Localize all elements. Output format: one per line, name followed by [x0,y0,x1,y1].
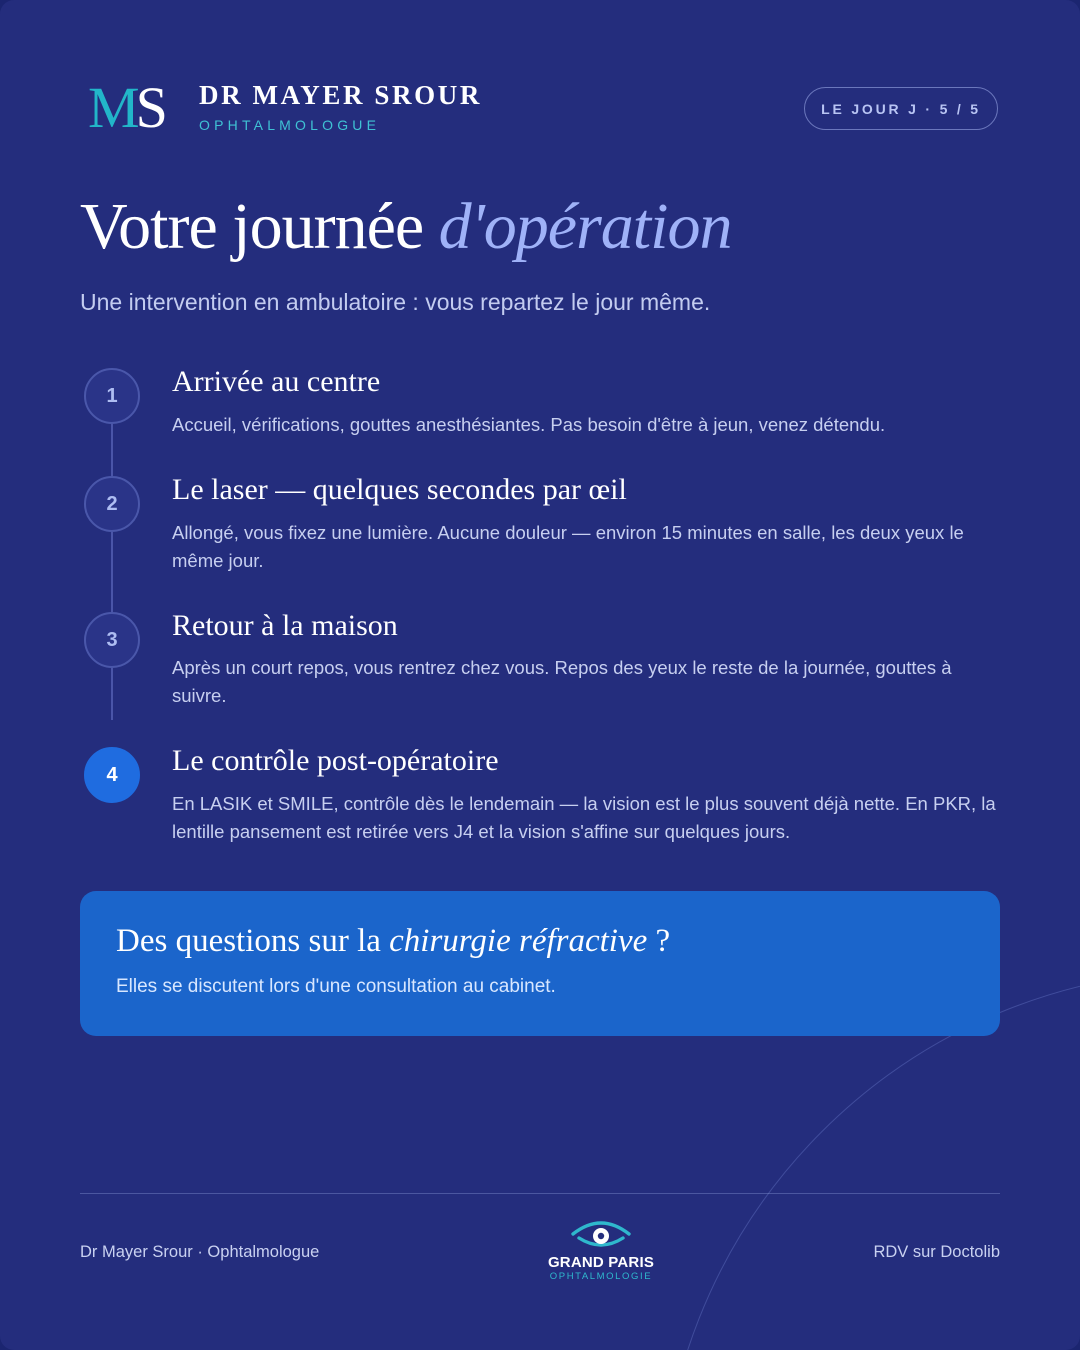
step-number: 2 [84,476,140,532]
title-main: Votre journée [80,190,439,263]
cta-title-main: Des questions sur la [116,923,390,959]
partner-subtitle: OPHTALMOLOGIE [549,1271,653,1282]
cta-text: Elles se discutent lors d'une consultation au cabinet. [116,976,556,997]
step-title: Arrivée au centre [172,365,381,398]
step-title: Le laser — quelques secondes par œil [172,473,627,506]
page-title [80,188,731,266]
step-description: Accueil, vérifications, gouttes anesthésiantes. Pas besoin d'être à jeun, venez détendu. [172,414,886,435]
title-accent: d'opération [438,190,732,263]
step-badge: LE JOUR J · 5 / 5 [804,87,998,130]
step-number-active: 4 [84,747,140,803]
cta-title-end: ? [647,923,671,959]
logo-monogram [88,75,164,140]
step-description: Après un court repos, vous rentrez chez vous. Repos des yeux le reste de la journée, gouttes à suivre. [172,657,952,706]
footer-divider [80,1193,1000,1194]
step-title: Le contrôle post-opératoire [172,744,499,777]
brand-name: DR MAYER SROUR [199,80,482,110]
timeline-connector [111,668,113,720]
logo-letter-m: M [88,75,136,140]
partner-name: GRAND PARIS [547,1254,655,1271]
cta-title-accent: chirurgie réfractive [389,923,648,959]
logo-letter-s: S [135,75,164,140]
footer-booking-note: RDV sur Doctolib [873,1243,1000,1261]
step-title: Retour à la maison [172,609,398,642]
brand-subtitle: OPHTALMOLOGUE [199,117,381,133]
step-number: 1 [84,368,140,424]
timeline-connector [111,424,113,476]
page-subtitle: Une intervention en ambulatoire : vous repartez le jour même. [80,289,711,315]
step-description: En LASIK et SMILE, contrôle dès le lendemain — la vision est le plus souvent déjà nette. En PKR, la lentille pansement est retirée vers J4 et la vision s'affine sur quelques jours. [172,793,996,842]
cta-box [80,891,1000,1036]
cta-title [116,921,670,961]
step-description: Allongé, vous fixez une lumière. Aucune douleur — environ 15 minutes en salle, les deux yeux le même jour. [172,522,964,571]
eye-icon [530,1218,672,1252]
timeline-connector [111,532,113,612]
partner-logo [530,1218,672,1290]
footer-doctor-name: Dr Mayer Srour · Ophtalmologue [80,1243,320,1261]
step-number: 3 [84,612,140,668]
